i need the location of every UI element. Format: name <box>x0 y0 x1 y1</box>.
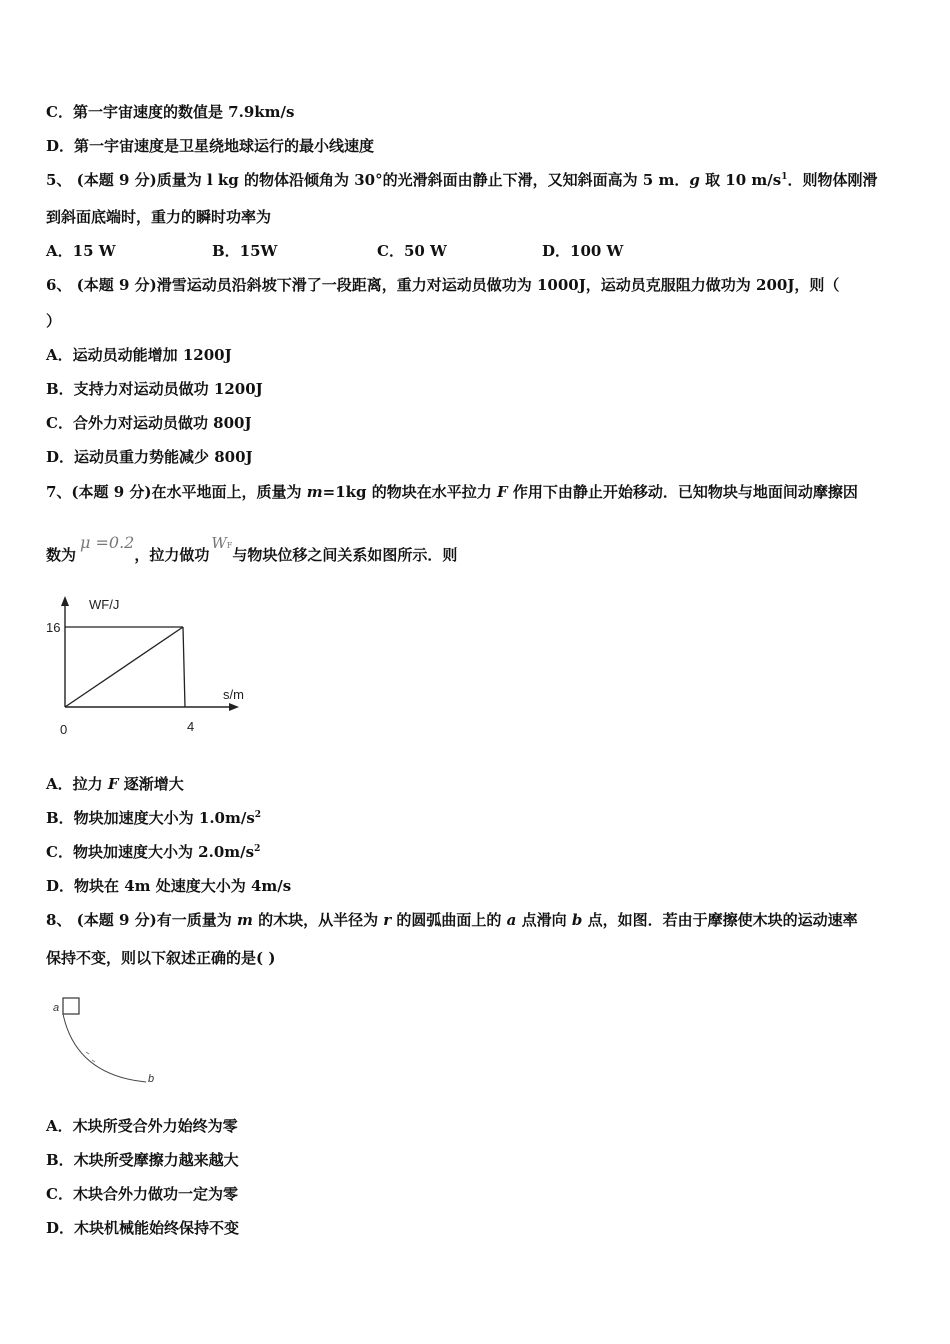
q5-stem-line1 <box>46 170 910 190</box>
q7-stem-line2 <box>46 533 910 568</box>
q5-option-d: D．100 W <box>542 242 624 260</box>
q7-stem-text-f: 与物块位移之间关系如图所示．则 <box>232 546 458 564</box>
q8-stem-text-c: 的圆弧曲面上的 <box>391 911 507 929</box>
q5-option-a: A．15 W <box>46 242 116 260</box>
q7-option-a-f: F <box>107 775 119 793</box>
q8-stem-text-a: 8、 (本题 9 分)有一质量为 <box>46 911 237 929</box>
x-axis-arrow <box>229 703 239 711</box>
q5-superscript: 1 <box>781 172 788 182</box>
y-tick-label: 16 <box>46 620 61 635</box>
q8-m-symbol: m <box>236 911 253 929</box>
q7-option-a-pre: A．拉力 <box>46 775 108 793</box>
y-axis-label: WF/J <box>89 597 120 612</box>
q8-stem-text-d: 点滑向 <box>516 911 572 929</box>
q8-a-symbol: a <box>506 911 517 929</box>
q8-arc-figure <box>46 990 166 1090</box>
q8-option-c: C．木块合外力做功一定为零 <box>46 1185 238 1203</box>
q7-wf-w: W <box>211 534 227 552</box>
q6-option-a: A．运动员动能增加 1200J <box>46 346 232 364</box>
q5-option-b: B．15W <box>212 242 278 260</box>
q8-option-a: A．木块所受合外力始终为零 <box>46 1117 238 1135</box>
q7-stem-text-d: 数为 <box>46 546 77 564</box>
q7-wf-symbol <box>211 534 232 552</box>
q8-stem-text-e: 点，如图．若由于摩擦使木块的运动速率 <box>582 911 858 929</box>
q5-option-c: C．50 W <box>377 242 447 260</box>
q8-arc-tick <box>86 1052 95 1062</box>
origin-label: 0 <box>60 722 68 737</box>
q7-option-c-text: C．物块加速度大小为 2.0m/s <box>46 843 255 861</box>
q6-option-b: B．支持力对运动员做功 1200J <box>46 380 263 398</box>
q6-option-d: D．运动员重力势能减少 800J <box>46 448 253 466</box>
q7-f-symbol: F <box>496 483 508 501</box>
x-guide-line <box>183 627 185 707</box>
q5-stem-text-c: ．则物体刚滑 <box>787 171 878 189</box>
q5-stem-line2: 到斜面底端时，重力的瞬时功率为 <box>46 208 272 226</box>
q6-stem-line1: 6、 (本题 9 分)滑雪运动员沿斜坡下滑了一段距离，重力对运动员做功为 1000J，运动员克服阻力做功为 200J，则（ <box>46 276 840 294</box>
q4-option-d: D．第一宇宙速度是卫星绕地球运行的最小线速度 <box>46 137 375 155</box>
q7-stem-line1 <box>46 482 910 502</box>
q8-b-symbol: b <box>571 911 583 929</box>
q8-r-symbol: r <box>383 911 392 929</box>
q6-option-c: C．合外力对运动员做功 800J <box>46 414 252 432</box>
q8-label-a: a <box>53 1002 60 1014</box>
q7-stem-text-a: 7、(本题 9 分)在水平地面上，质量为 <box>46 483 307 501</box>
q7-mu-formula: μ =0.2 <box>80 533 135 552</box>
q5-g-symbol: g <box>689 171 700 189</box>
q7-option-a-post: 逐渐增大 <box>118 775 184 793</box>
q8-label-b: b <box>148 1073 155 1085</box>
q5-stem-text-b: 取 10 m/s <box>699 171 782 189</box>
q7-option-c <box>46 842 910 862</box>
q7-option-a <box>46 774 910 794</box>
y-axis-arrow <box>61 596 69 606</box>
q6-stem-line2: ） <box>46 312 62 330</box>
q7-stem-text-e: ，拉力做功 <box>134 546 210 564</box>
q8-option-d: D．木块机械能始终保持不变 <box>46 1219 240 1237</box>
q7-option-b-sup: 2 <box>254 810 262 820</box>
q7-wf-sub: F <box>226 541 233 550</box>
q7-option-c-sup: 2 <box>254 844 261 854</box>
q8-arc-curve <box>63 1014 146 1082</box>
x-tick-label: 4 <box>187 719 195 734</box>
q8-block <box>63 998 79 1014</box>
q7-m-symbol: m <box>306 483 323 501</box>
q8-stem-line2: 保持不变，则以下叙述正确的是( ) <box>46 949 276 967</box>
q8-option-b: B．木块所受摩擦力越来越大 <box>46 1151 239 1169</box>
wf-data-line <box>65 627 183 707</box>
q7-stem-text-c: 作用下由静止开始移动．已知物块与地面间动摩擦因 <box>507 483 858 501</box>
x-axis-label: s/m <box>223 687 244 702</box>
q8-stem-text-b: 的木块，从半径为 <box>252 911 384 929</box>
q7-stem-text-b: =1kg 的物块在水平拉力 <box>322 483 497 501</box>
q7-wf-s-graph <box>40 590 270 745</box>
q7-option-b <box>46 808 910 828</box>
q7-option-d: D．物块在 4m 处速度大小为 4m/s <box>46 877 292 895</box>
q5-stem-text: 5、 (本题 9 分)质量为 l kg 的物体沿倾角为 30°的光滑斜面由静止下滑，又知斜面高为 5 m． <box>46 171 690 189</box>
q8-stem-line1 <box>46 910 910 930</box>
q7-option-b-text: B．物块加速度大小为 1.0m/s <box>46 809 255 827</box>
q4-option-c: C．第一宇宙速度的数值是 7.9km/s <box>46 103 295 121</box>
